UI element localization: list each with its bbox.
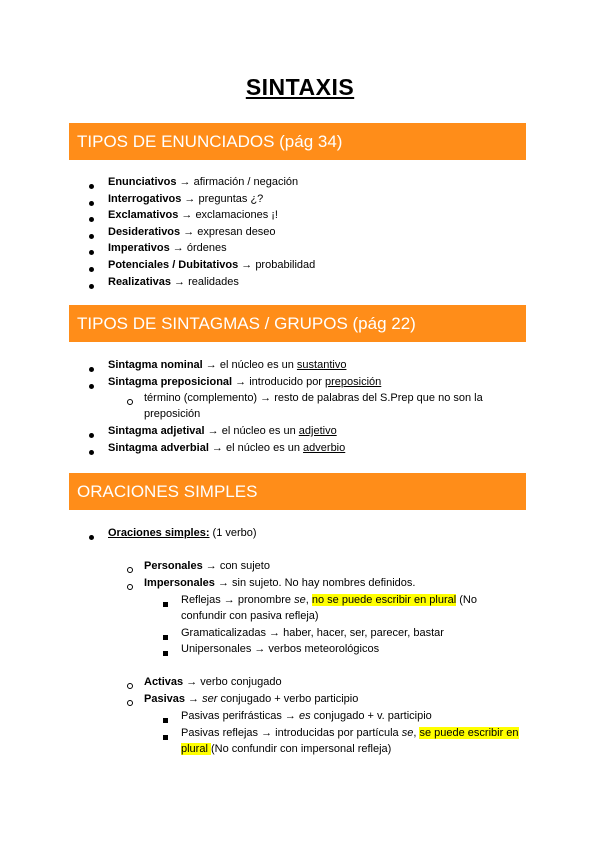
list-item: Potenciales / Dubitativos → probabilidad: [108, 259, 316, 271]
list-item: Pasivas perifrásticas → es conjugado + v. participio: [181, 710, 432, 722]
section-heading-enunciados: TIPOS DE ENUNCIADOS (pág 34): [69, 123, 526, 160]
square-bullet-icon: [163, 597, 168, 611]
list-item: Pasivas reflejas → introducidas por partícula se, se puede escribir en: [181, 727, 519, 739]
section-heading-oraciones: ORACIONES SIMPLES: [69, 473, 526, 510]
list-item: Personales → con sujeto: [144, 560, 270, 572]
bullet-icon: [89, 262, 94, 276]
list-item: Sintagma nominal → el núcleo es un sustantivo: [108, 359, 347, 371]
bullet-icon: [89, 379, 94, 393]
bullet-icon: [89, 428, 94, 442]
circle-bullet-icon: [127, 679, 133, 693]
circle-bullet-icon: [127, 580, 133, 594]
list-item: Activas → verbo conjugado: [144, 676, 282, 688]
bullet-icon: [89, 179, 94, 193]
list-item: Unipersonales → verbos meteorológicos: [181, 643, 380, 655]
list-item: Sintagma preposicional → introducido por preposición: [108, 376, 382, 388]
list-item: Enunciativos → afirmación / negación: [108, 176, 299, 188]
list-item-continuation: preposición: [144, 408, 201, 420]
circle-bullet-icon: [127, 563, 133, 577]
bullet-icon: [89, 212, 94, 226]
list-item: Sintagma adjetival → el núcleo es un adjetivo: [108, 425, 337, 437]
bullet-icon: [89, 362, 94, 376]
list-item: Reflejas → pronombre se, no se puede escribir en plural (No: [181, 594, 477, 606]
square-bullet-icon: [163, 713, 168, 727]
circle-bullet-icon: [127, 696, 133, 710]
list-item: Interrogativos → preguntas ¿?: [108, 193, 264, 205]
list-item: Impersonales → sin sujeto. No hay nombres definidos.: [144, 577, 416, 589]
list-item: Oraciones simples: (1 verbo): [108, 527, 257, 539]
list-item-continuation: plural (No confundir con impersonal refleja): [181, 743, 392, 755]
square-bullet-icon: [163, 646, 168, 660]
list-item: Imperativos → órdenes: [108, 242, 227, 254]
circle-bullet-icon: [127, 395, 133, 409]
page-title: SINTAXIS: [245, 74, 355, 100]
list-item: Gramaticalizadas → haber, hacer, ser, parecer, bastar: [181, 627, 444, 639]
list-item: Sintagma adverbial → el núcleo es un adverbio: [108, 442, 346, 454]
bullet-icon: [89, 530, 94, 544]
section-heading-sintagmas: TIPOS DE SINTAGMAS / GRUPOS (pág 22): [69, 305, 526, 342]
bullet-icon: [89, 229, 94, 243]
list-item-continuation: confundir con pasiva refleja): [181, 610, 319, 622]
list-item: Exclamativos → exclamaciones ¡!: [108, 209, 278, 221]
list-item: término (complemento) → resto de palabras del S.Prep que no son la: [144, 392, 483, 404]
list-item: Desiderativos → expresan deseo: [108, 226, 276, 238]
bullet-icon: [89, 445, 94, 459]
bullet-icon: [89, 279, 94, 293]
square-bullet-icon: [163, 730, 168, 744]
square-bullet-icon: [163, 630, 168, 644]
bullet-icon: [89, 196, 94, 210]
list-item: Pasivas → ser conjugado + verbo participio: [144, 693, 359, 705]
bullet-icon: [89, 245, 94, 259]
list-item: Realizativas → realidades: [108, 276, 239, 288]
